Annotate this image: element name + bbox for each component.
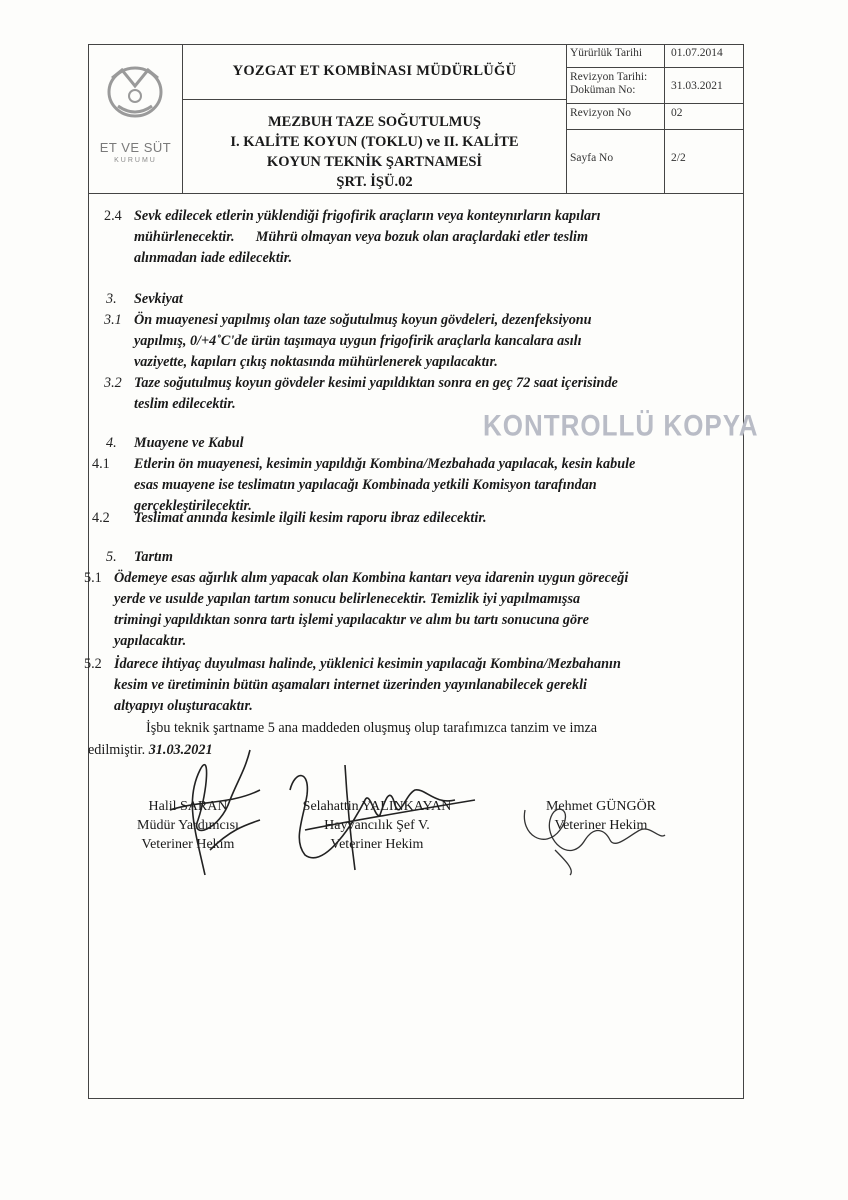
signature-scribble-3: [515, 780, 675, 880]
text-line: yapılacaktır.: [114, 633, 187, 649]
text-line: alınmadan iade edilecektir.: [134, 250, 293, 266]
meta-label: Yürürlük Tarihi: [567, 44, 665, 67]
logo-text: ET VE SÜT: [99, 140, 172, 155]
controlled-copy-stamp: KONTROLLÜ KOPYA: [483, 407, 759, 443]
organization-name: YOZGAT ET KOMBİNASI MÜDÜRLÜĞÜ: [183, 44, 567, 100]
signer-role: Veteriner Hekim: [330, 837, 424, 852]
meta-label-line: Revizyon Tarihi:: [570, 71, 648, 83]
item-2-4-text: [134, 206, 738, 269]
signer-name: Mehmet GÜNGÖR: [545, 799, 657, 814]
logo-cell: [88, 44, 183, 194]
section-number: 3.: [106, 291, 117, 307]
signature-scribble-2: [285, 760, 485, 875]
section-title-sevkiyat: Sevkiyat: [134, 291, 183, 307]
text-line: esas muayene ise teslimatın yapılacağı Kombinada yetkili Komisyon tarafından: [134, 477, 597, 493]
document-title: [183, 100, 567, 194]
title-line: I. KALİTE KOYUN (TOKLU) ve II. KALİTE: [230, 134, 519, 150]
title-line: MEZBUH TAZE SOĞUTULMUŞ: [268, 114, 481, 130]
item-number: 4.1: [92, 456, 110, 472]
meta-value: 2/2: [671, 152, 686, 164]
title-line: KOYUN TEKNİK ŞARTNAMESİ: [266, 154, 483, 170]
signer-role: Veteriner Hekim: [141, 837, 235, 852]
text-line: Sevk edilecek etlerin yüklendiği frigofirik araçların veya konteynırların kapıları: [134, 208, 601, 224]
item-number: 2.4: [104, 208, 122, 224]
item-3-1-text: [134, 310, 738, 373]
text-line: Ödemeye esas ağırlık alım yapacak olan Kombina kantarı veya idarenin uygun göreceği: [114, 570, 629, 586]
text-line: vaziyette, kapıları çıkış noktasında mühürlenerek yapılacaktır.: [134, 354, 498, 370]
signer-name: Selahattin YALINKAYAN: [302, 799, 452, 814]
document-header: [88, 44, 744, 194]
meta-value: 01.07.2014: [671, 47, 723, 59]
meta-row-revision-date: [567, 68, 744, 104]
logo-subtext: KURUMU: [114, 157, 157, 164]
section-title-muayene: Muayene ve Kabul: [134, 435, 244, 451]
text-line: gerçekleştirilecektir.: [134, 498, 252, 514]
meta-row-revision-no: [567, 104, 744, 130]
text-line: yerde ve usulde yapılan tartım sonucu belirlenecektir. Temizlik iyi yapılmamışsa: [114, 591, 581, 607]
item-4-2-text: [134, 508, 738, 529]
meta-label-line: Doküman No:: [570, 84, 636, 96]
signer-title: Müdür Yardımcısı: [137, 818, 239, 833]
text-line: altyapıyı oluşturacaktır.: [114, 698, 253, 714]
document-code: ŞRT. İŞÜ.02: [336, 174, 413, 190]
meta-row-page: [567, 130, 744, 194]
signature-scribble-1: [150, 730, 280, 880]
meta-label: Revizyon No: [567, 104, 665, 129]
item-number: 3.2: [104, 375, 122, 391]
text-line: Taze soğutulmuş koyun gövdeler kesimi yapıldıktan sonra en geç 72 saat içerisinde: [134, 375, 618, 391]
text-line: Ön muayenesi yapılmış olan taze soğutulmuş koyun gövdeleri, dezenfeksiyonu: [134, 312, 592, 328]
closing-prefix: edilmiştir.: [88, 742, 146, 758]
item-5-2-text: [114, 654, 738, 717]
meta-value: 02: [671, 107, 683, 119]
item-number: 5.1: [84, 570, 102, 586]
item-number: 4.2: [92, 510, 110, 526]
item-5-1-text: [114, 568, 738, 652]
document-meta-table: [567, 44, 744, 194]
text-line: trimingi yapıldıktan sonra tartı işlemi yapılacaktır ve alım bu tartı sonucuna göre: [114, 612, 589, 628]
closing-line: İşbu teknik şartname 5 ana maddeden oluşmuş olup tarafımızca tanzim ve imza: [146, 720, 598, 736]
signer-title: Veteriner Hekim: [554, 818, 648, 833]
meta-label: Sayfa No: [567, 130, 665, 194]
text-line: kesim ve üretiminin bütün aşamaları internet üzerinden yayınlanabilecek gerekli: [114, 677, 587, 693]
meta-label: [567, 68, 665, 103]
signature-date: 31.03.2021: [148, 742, 213, 758]
item-number: 5.2: [84, 656, 102, 672]
et-ve-sut-logo-icon: [98, 56, 173, 138]
item-number: 3.1: [104, 312, 122, 328]
section-number: 4.: [106, 435, 117, 451]
text-line: teslim edilecektir.: [134, 396, 236, 412]
signer-name: Halil SARAN: [148, 799, 228, 814]
meta-value: 31.03.2021: [671, 80, 723, 92]
text-line: Teslimat anında kesimle ilgili kesim raporu ibraz edilecektir.: [134, 510, 487, 526]
signer-title: Hayvancılık Şef V.: [324, 818, 430, 833]
section-number: 5.: [106, 549, 117, 565]
text-line: yapılmış, 0/+4˚C'de ürün taşımaya uygun frigofirik araçlarla kancalara asılı: [134, 333, 582, 349]
meta-row-effective-date: [567, 44, 744, 68]
text-line: İdarece ihtiyaç duyulması halinde, yüklenici kesimin yapılacağı Kombina/Mezbahanın: [114, 656, 621, 672]
text-line: mühürlenecektir. Mührü olmayan veya bozuk olan araçlardaki etler teslim: [134, 229, 589, 245]
section-title-tartim: Tartım: [134, 549, 173, 565]
text-line: Etlerin ön muayenesi, kesimin yapıldığı Kombina/Mezbahada yapılacak, kesin kabule: [134, 456, 636, 472]
